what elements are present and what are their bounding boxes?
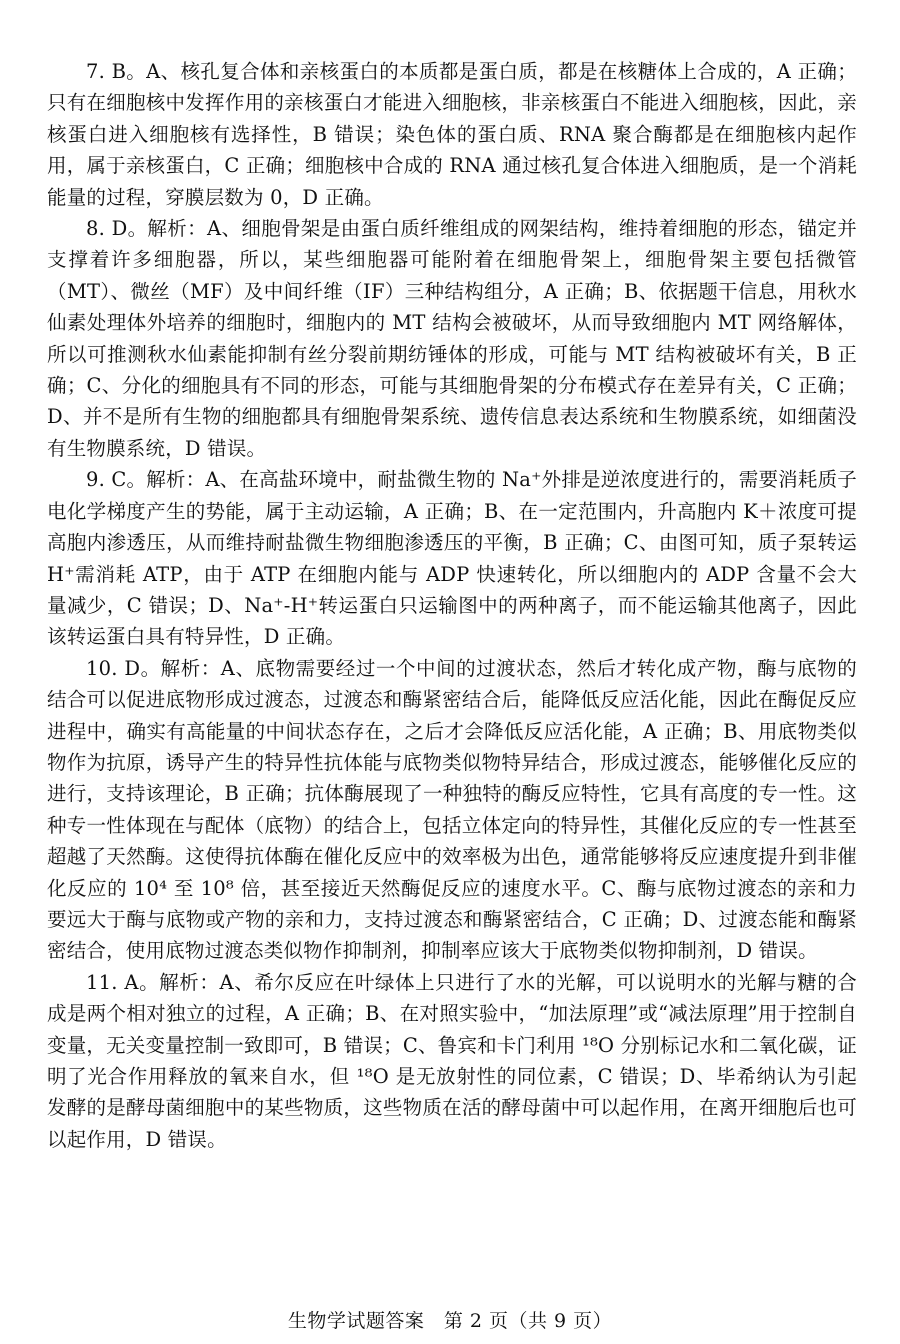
page-footer: 生物学试题答案 第 2 页（共 9 页） [287,1310,613,1332]
answer-paragraph-10: 10. D。解析：A、底物需要经过一个中间的过渡状态，然后才转化成产物，酶与底物的结合可以促进底物形成过渡态，过渡态和酶紧密结合后，能降低反应活化能，因此在酶促反应进程中，确实有高能量的中间状态存在，之后才会降低反应活化能，A 正确；B、用底物类似物作为抗原，诱导产生的特异性抗体能与底物类似物特异结合，形成过渡态，能够催化反应的进行，支持该理论，B 正确；抗体酶展现了一种独特的酶反应特性，它具有高度的专一性。这种专一性体现在与配体（底物）的结合上，包括立体定向的特异性，其催化反应的专一性甚至超越了天然酶。这使得抗体酶在催化反应中的效率极为出色，通常能够将反应速度提升到非催化反应的 10⁴ 至 10⁸ 倍，甚至接近天然酶促反应的速度水平。C、酶与底物过渡态的亲和力要远大于酶与底物或产物的亲和力，支持过渡态和酶紧密结合，C 正确；D、过渡态能和酶紧密结合，使用底物过渡态类似物作抑制剂，抑制率应该大于底物类似物抑制剂，D 错误。 [47,656,857,963]
answer-paragraph-11: 11. A。解析：A、希尔反应在叶绿体上只进行了水的光解，可以说明水的光解与糖的合成是两个相对独立的过程，A 正确；B、在对照实验中，“加法原理”或“减法原理”用于控制自变量，无关变量控制一致即可，B 错误；C、鲁宾和卡门利用 ¹⁸O 分别标记水和二氧化碳，证明了光合作用释放的氧来自水，但 ¹⁸O 是无放射性的同位素，C 错误；D、毕希纳认为引起发酵的是酵母菌细胞中的某些物质，这些物质在活的酵母菌中可以起作用，在离开细胞后也可以起作用，D 错误。 [47,970,857,1151]
answer-sheet-body [47,56,857,1155]
answer-paragraph-8: 8. D。解析：A、细胞骨架是由蛋白质纤维组成的网架结构，维持着细胞的形态，锚定并支撑着许多细胞器，所以，某些细胞器可能附着在细胞骨架上，细胞骨架主要包括微管（MT）、微丝（MF）及中间纤维（IF）三种结构组分，A 正确；B、依据题干信息，用秋水仙素处理体外培养的细胞时，细胞内的 MT 结构会被破坏，从而导致细胞内 MT 网络解体，所以可推测秋水仙素能抑制有丝分裂前期纺锤体的形成，可能与 MT 结构被破坏有关，B 正确；C、分化的细胞具有不同的形态，可能与其细胞骨架的分布模式存在差异有关，C 正确；D、并不是所有生物的细胞都具有细胞骨架系统、遗传信息表达系统和生物膜系统，如细菌没有生物膜系统，D 错误。 [47,217,857,460]
answer-paragraph-7: 7. B。A、核孔复合体和亲核蛋白的本质都是蛋白质，都是在核糖体上合成的，A 正确；只有在细胞核中发挥作用的亲核蛋白才能进入细胞核，非亲核蛋白不能进入细胞核，因此，亲核蛋白进入细胞核有选择性，B 错误；染色体的蛋白质、RNA 聚合酶都是在细胞核内起作用，属于亲核蛋白，C 正确；细胞核中合成的 RNA 通过核孔复合体进入细胞质，是一个消耗能量的过程，穿膜层数为 0，D 正确。 [47,60,857,209]
answer-paragraph-9: 9. C。解析：A、在高盐环境中，耐盐微生物的 Na⁺外排是逆浓度进行的，需要消耗质子电化学梯度产生的势能，属于主动运输，A 正确；B、在一定范围内，升高胞内 K＋浓度可提高胞内渗透压，从而维持耐盐微生物细胞渗透压的平衡，B 正确；C、由图可知，质子泵转运 H⁺需消耗 ATP，由于 ATP 在细胞内能与 ADP 快速转化，所以细胞内的 ADP 含量不会大量减少，C 错误；D、Na⁺-H⁺转运蛋白只运输图中的两种离子，而不能运输其他离子，因此该转运蛋白具有特异性，D 正确。 [47,468,857,649]
